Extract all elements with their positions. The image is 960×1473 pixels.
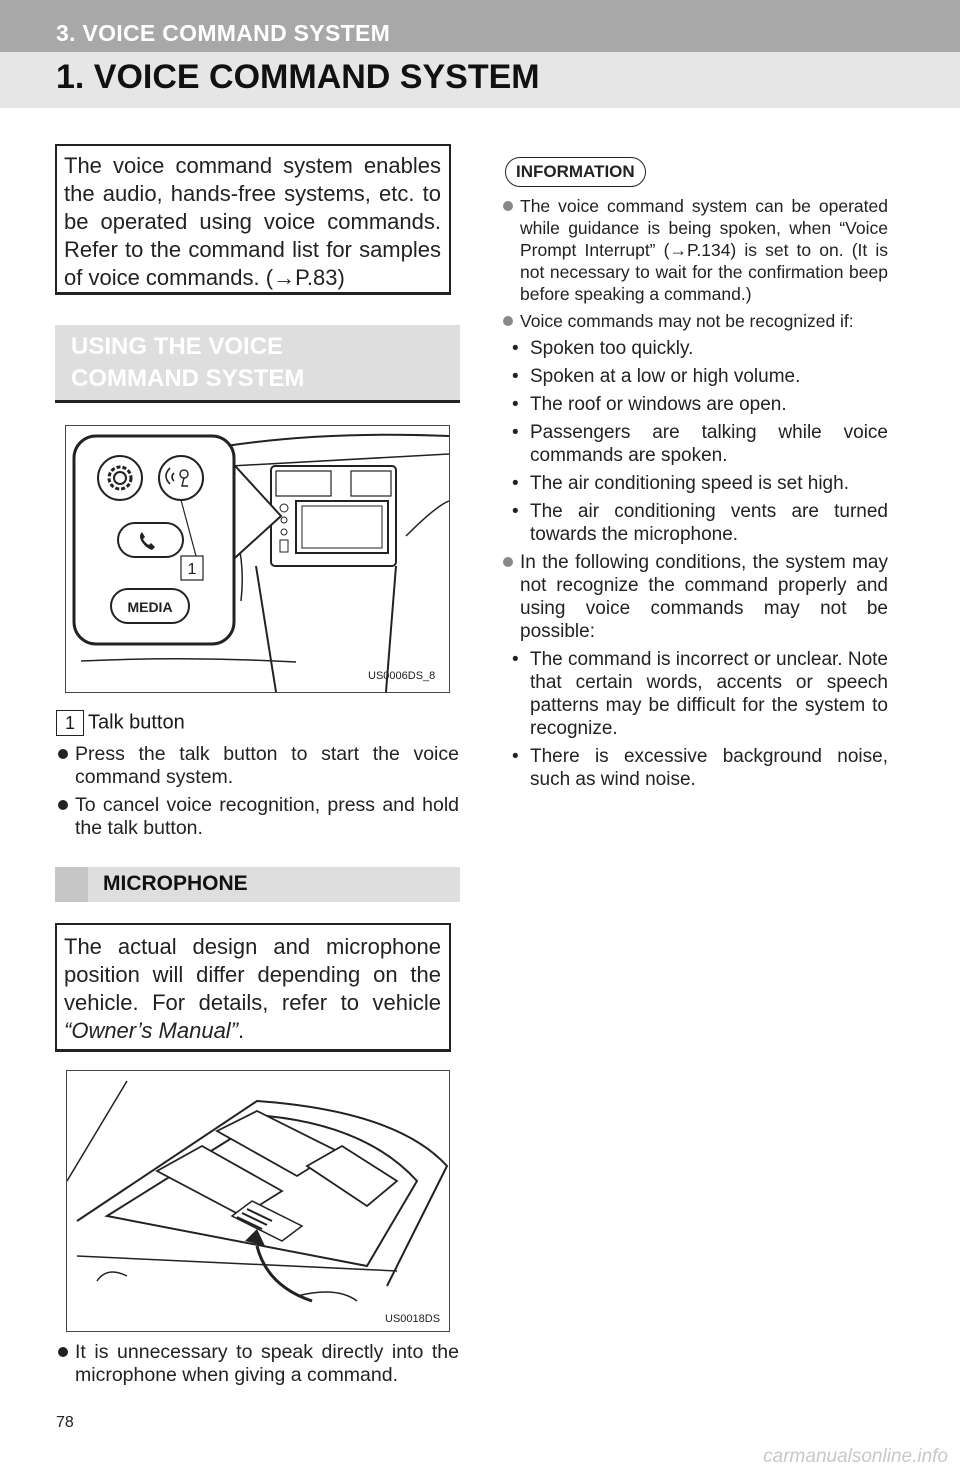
not-recognized-item: • Passengers are talking while voice commands are spoken. bbox=[500, 421, 888, 467]
using-bullets bbox=[55, 743, 459, 845]
using-heading-line1: USING THE VOICE bbox=[71, 333, 284, 360]
figure2-code: US0018DS bbox=[385, 1313, 441, 1325]
overhead-console-illustration bbox=[67, 1071, 449, 1331]
microphone-location-figure bbox=[66, 1070, 450, 1332]
microphone-note-lead: The actual design and microphone position will differ depending on the vehicle. For details, refer to vehicle bbox=[64, 934, 441, 1015]
using-voice-command-heading bbox=[55, 325, 460, 403]
page-header bbox=[0, 0, 960, 108]
callout-talk-button bbox=[56, 710, 185, 736]
information-label: INFORMATION bbox=[505, 157, 646, 187]
microphone-heading bbox=[55, 867, 460, 902]
using-heading-text bbox=[71, 331, 304, 395]
microphone-note-box bbox=[55, 923, 451, 1052]
not-recognized-item: • Spoken at a low or high volume. bbox=[500, 365, 888, 388]
figure-callout-number: 1 bbox=[187, 561, 197, 578]
heading-tab bbox=[55, 867, 88, 902]
not-recognized-item: • The roof or windows are open. bbox=[500, 393, 888, 416]
list-item: It is unnecessary to speak directly into the microphone when giving a command. bbox=[55, 1341, 459, 1387]
condition-item: • There is excessive background noise, such as wind noise. bbox=[500, 745, 888, 791]
not-recognized-item: • Spoken too quickly. bbox=[500, 337, 888, 360]
not-recognized-item: • The air conditioning speed is set high. bbox=[500, 472, 888, 495]
list-item: To cancel voice recognition, press and hold the talk button. bbox=[55, 794, 459, 840]
steering-switch-illustration bbox=[66, 426, 449, 692]
list-item: Voice commands may not be recognized if: bbox=[500, 310, 888, 332]
figure1-code: US0006DS_8 bbox=[368, 670, 436, 682]
steering-switch-figure bbox=[65, 425, 450, 693]
media-button-label: MEDIA bbox=[127, 599, 173, 615]
list-item: The voice command system can be operated while guidance is being spoken, when “Voice Prompt Interrupt” (→P.134) is set to on. (It is not necessary to wait for the confirmation beep before speaking a command.) bbox=[500, 195, 888, 305]
not-recognized-item: • The air conditioning vents are turned towards the microphone. bbox=[500, 500, 888, 546]
list-item: Press the talk button to start the voice command system. bbox=[55, 743, 459, 789]
condition-item: • The command is incorrect or unclear. Note that certain words, accents or speech patterns may be difficult for the system to recognize. bbox=[500, 648, 888, 740]
page-number: 78 bbox=[56, 1414, 74, 1431]
callout-number-box: 1 bbox=[56, 710, 84, 736]
information-bullets bbox=[500, 195, 888, 796]
watermark: carmanualsonline.info bbox=[763, 1446, 948, 1467]
list-item: In the following conditions, the system may not recognize the command properly and using voice commands may not be possible: bbox=[500, 551, 888, 643]
page-title: 1. VOICE COMMAND SYSTEM bbox=[56, 58, 540, 96]
using-heading-line2: COMMAND SYSTEM bbox=[71, 365, 305, 392]
microphone-note-tail: . bbox=[238, 1018, 245, 1043]
microphone-heading-text: MICROPHONE bbox=[103, 872, 248, 895]
microphone-bullets bbox=[55, 1341, 459, 1392]
intro-box: The voice command system enables the audio, hands-free systems, etc. to be operated using voice commands. Refer to the command list for samples of voice commands. (→P.83) bbox=[55, 144, 451, 295]
callout-label: Talk button bbox=[88, 711, 185, 734]
owners-manual-reference: “Owner’s Manual” bbox=[64, 1018, 239, 1043]
section-label: 3. VOICE COMMAND SYSTEM bbox=[56, 20, 391, 46]
section-band bbox=[0, 0, 960, 52]
